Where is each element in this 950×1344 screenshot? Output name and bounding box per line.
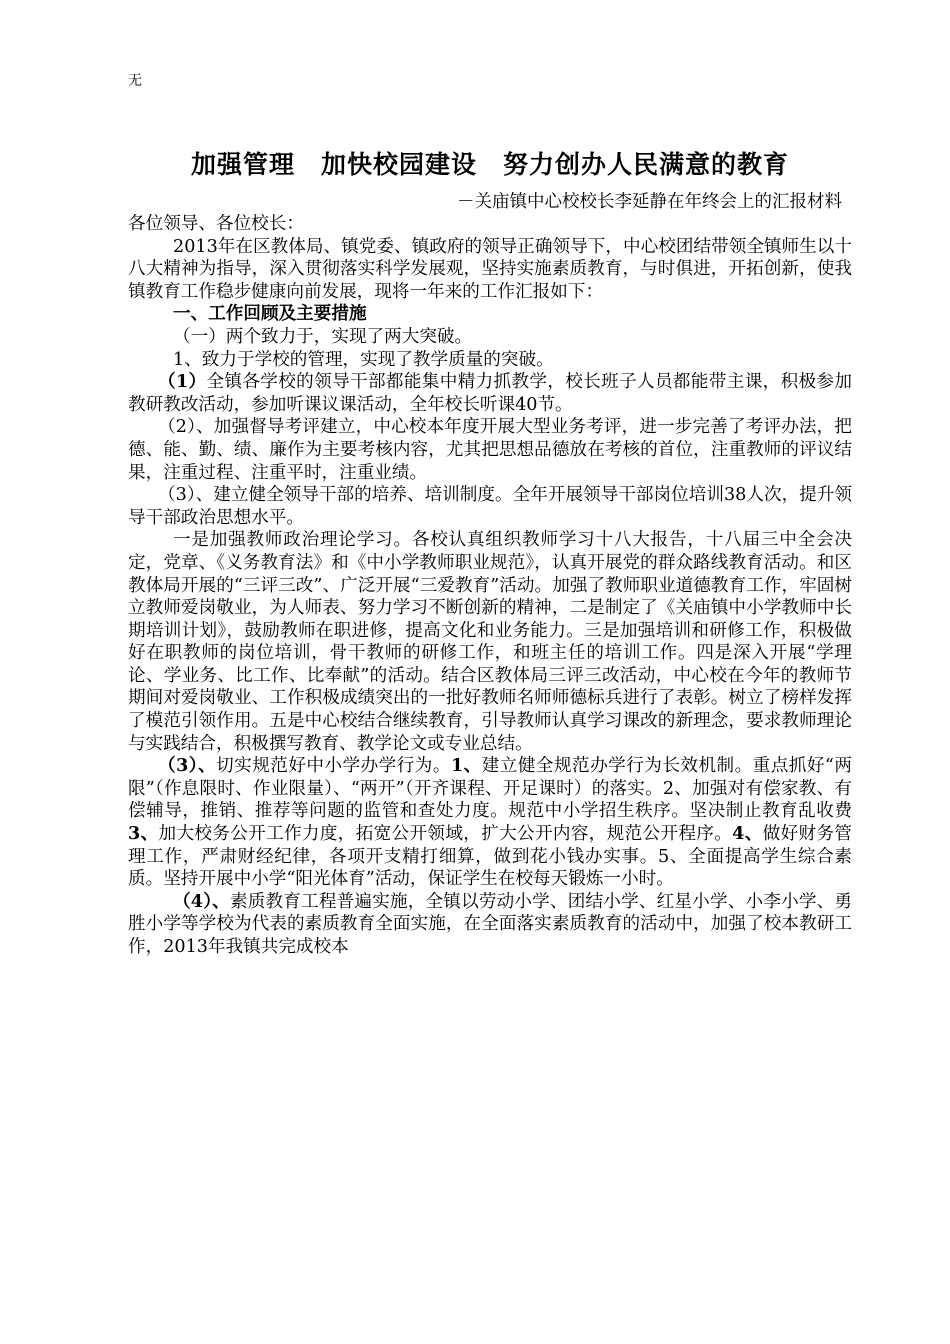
item-number: （3）、 bbox=[158, 755, 217, 777]
item-text: 全镇各学校的领导干部都能集中精力抓教学，校长班子人员都能带主课，积极参加教研教改活动，参加听课议课活动，全年校长听课40节。 bbox=[128, 372, 852, 415]
item-paragraph-4 bbox=[128, 891, 852, 959]
item-number: 3、 bbox=[128, 823, 159, 845]
subsection-heading: （一）两个致力于，实现了两大突破。 bbox=[173, 326, 473, 347]
item-number: （4）、 bbox=[173, 890, 230, 912]
item-text: 加大校务公开工作力度，拓宽公开领域，扩大公开内容，规范公开程序。 bbox=[158, 824, 733, 845]
item-text: 切实规范好中小学办学行为。 bbox=[216, 756, 451, 777]
item-paragraph-3: （3）、建立健全领导干部的培养、培训制度。全年开展领导干部岗位培训38人次，提升领导干部政治思想水平。 bbox=[128, 485, 852, 528]
point-heading: 1、致力于学校的管理，实现了教学质量的突破。 bbox=[173, 349, 554, 370]
item-number: 4、 bbox=[732, 823, 763, 845]
document-body bbox=[128, 145, 852, 959]
item-text: 建立健全规范办学行为长效机制。重点抓好“两限”（作息限时、作业限量）、“两开”（开齐课程、开足课时）的落实。2、加强对有偿家教、有偿辅导，推销、推荐等问题的监管和查处力度。规范中小学招生秩序。坚决制止教育乱收费 bbox=[128, 756, 852, 822]
document-title: 加强管理 加快校园建设 努力创办人民满意的教育 bbox=[190, 150, 789, 179]
item-paragraph-3b bbox=[128, 755, 852, 891]
document-subtitle: －关庙镇中心校校长李延静在年终会上的汇报材料 bbox=[457, 192, 842, 212]
item-number: （1） bbox=[158, 371, 207, 393]
section-heading: 一、工作回顾及主要措施 bbox=[173, 304, 367, 325]
item-text: 素质教育工程普遍实施，全镇以劳动小学、团结小学、红星小学、小李小学、勇胜小学等学校为代表的素质教育全面实施，在全面落实素质教育的活动中，加强了校本教研工作，2013年我镇共完成校本 bbox=[128, 891, 852, 957]
item-text: 做好财务管理工作，严肃财经纪律，各项开支精打细算，做到花小钱办实事。5、全面提高学生综合素质。坚持开展中小学“阳光体育”活动，保证学生在校每天锻炼一小时。 bbox=[128, 824, 852, 890]
intro-paragraph: 2013年在区教体局、镇党委、镇政府的领导正确领导下，中心校团结带领全镇师生以十八大精神为指导，深入贯彻落实科学发展观，坚持实施素质教育，与时俱进，开拓创新，使我镇教育工作稳步健康向前发展，现将一年来的工作汇报如下： bbox=[128, 236, 852, 302]
item-number: 1、 bbox=[450, 755, 482, 777]
item-paragraph-2: （2）、加强督导考评建立，中心校本年度开展大型业务考评，进一步完善了考评办法，把德、能、勤、绩、廉作为主要考核内容，尤其把思想品德放在考核的首位，注重教师的评议结果，注重过程、注重平时，注重业绩。 bbox=[128, 417, 852, 483]
header-label: 无 bbox=[128, 73, 142, 89]
salutation: 各位领导、各位校长： bbox=[128, 214, 304, 234]
teachers-paragraph: 一是加强教师政治理论学习。各校认真组织教师学习十八大报告，十八届三中全会决定，党章、《义务教育法》和《中小学教师职业规范》，认真开展党的群众路线教育活动。和区教体局开展的“三评三改”、广泛开展“三爱教育”活动。加强了教师职业道德教育工作，牢固树立教师爱岗敬业，为人师表、努力学习不断创新的精神，二是制定了《关庙镇中小学教师中长期培训计划》，鼓励教师在职进修，提高文化和业务能力。三是加强培训和研修工作，积极做好在职教师的岗位培训，骨干教师的研修工作，和班主任的培训工作。四是深入开展“学理论、学业务、比工作、比奉献”的活动。结合区教体局三评三改活动，中心校在今年的教师节期间对爱岗敬业、工作积极成绩突出的一批好教师名师师德标兵进行了表彰。树立了榜样发挥了模范引领作用。五是中心校结合继续教育，引导教师认真学习课改的新理念，要求教师理论与实践结合，积极撰写教育、教学论文或专业总结。 bbox=[128, 530, 852, 754]
item-paragraph-1 bbox=[128, 371, 852, 416]
